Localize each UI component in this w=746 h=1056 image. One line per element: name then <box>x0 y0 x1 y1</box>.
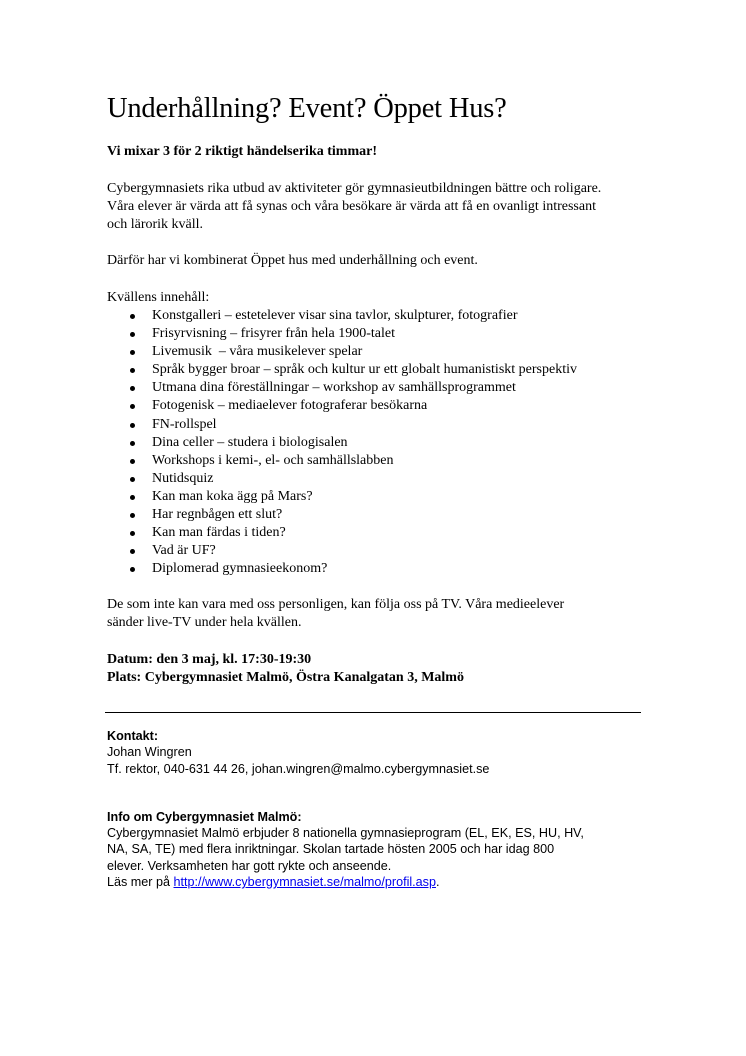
list-item-text: Livemusik – våra musikelever spelar <box>152 344 363 360</box>
event-details <box>107 651 647 687</box>
list-item <box>107 361 647 379</box>
footer <box>107 728 647 890</box>
bullet-icon <box>130 531 135 536</box>
list-item-text: Konstgalleri – estetelever visar sina tavlor, skulpturer, fotografier <box>152 308 518 323</box>
school-info-line: NA, SA, TE) med flera inriktningar. Skolan tartade hösten 2005 och har idag 800 <box>107 842 555 857</box>
contact-details: Tf. rektor, 040-631 44 26, johan.wingren@malmo.cybergymnasiet.se <box>107 761 490 776</box>
list-item-text: Språk bygger broar – språk och kultur ur ett globalt humanistiskt perspektiv <box>152 362 577 378</box>
list-item <box>107 379 647 397</box>
list-item-text: Workshops i kemi-, el- och samhällslabben <box>152 452 394 468</box>
document-body <box>107 92 647 687</box>
bullet-icon <box>130 495 135 500</box>
list-item-text: Frisyrvisning – frisyrer från hela 1900-talet <box>152 326 395 342</box>
read-more-suffix: . <box>435 875 440 890</box>
list-item-text: Nutidsquiz <box>152 470 214 486</box>
list-item-text: Kan man färdas i tiden? <box>152 525 286 541</box>
subtitle: Vi mixar 3 för 2 riktigt händelserika timmar! <box>107 144 377 159</box>
list-item <box>107 343 647 361</box>
bullet-icon <box>130 386 135 391</box>
bullet-icon <box>130 567 135 572</box>
event-place: Plats: Cybergymnasiet Malmö, Östra Kanalgatan 3, Malmö <box>107 670 464 686</box>
list-item-text: Fotogenisk – mediaelever fotograferar besökarna <box>152 398 428 414</box>
read-more-prefix: Läs mer på <box>107 875 174 890</box>
list-item <box>107 542 647 560</box>
list-item-text: Diplomerad gymnasieekonom? <box>152 561 328 577</box>
bullet-icon <box>130 477 135 482</box>
list-item <box>107 397 647 415</box>
evening-content-label: Kvällens innehåll: <box>107 290 210 305</box>
list-item <box>107 325 647 343</box>
bullet-icon <box>130 332 135 337</box>
intro-paragraph <box>107 180 647 234</box>
list-item <box>107 307 647 325</box>
event-date: Datum: den 3 maj, kl. 17:30-19:30 <box>107 652 312 668</box>
footer-divider <box>105 712 641 713</box>
list-item <box>107 452 647 470</box>
bullet-icon <box>130 459 135 464</box>
school-info-line: elever. Verksamheten har gott rykte och anseende. <box>107 858 392 873</box>
profile-link[interactable]: http://www.cybergymnasiet.se/malmo/profil.asp <box>173 875 436 890</box>
list-item-text: Kan man koka ägg på Mars? <box>152 488 313 504</box>
list-item <box>107 560 647 578</box>
list-item <box>107 488 647 506</box>
list-item-text: Vad är UF? <box>152 543 216 559</box>
intro-line: och lärorik kväll. <box>107 217 204 232</box>
list-item-text: Har regnbågen ett slut? <box>152 507 283 523</box>
list-item-text: FN-rollspel <box>152 416 217 432</box>
list-item <box>107 434 647 452</box>
bullet-icon <box>130 404 135 409</box>
live-tv-paragraph <box>107 596 647 632</box>
page-title: Underhållning? Event? Öppet Hus? <box>107 93 507 124</box>
bullet-icon <box>130 513 135 518</box>
contact-label: Kontakt: <box>107 729 159 743</box>
combined-paragraph: Därför har vi kombinerat Öppet hus med underhållning och event. <box>107 253 478 268</box>
list-item <box>107 470 647 488</box>
intro-line: Våra elever är värda att få synas och våra besökare är värda att få en ovanligt intressant <box>107 199 596 214</box>
live-tv-line: De som inte kan vara med oss personligen, kan följa oss på TV. Våra medieelever <box>107 597 565 613</box>
read-more-line <box>107 874 647 890</box>
bullet-icon <box>130 441 135 446</box>
bullet-icon <box>130 549 135 554</box>
list-item <box>107 506 647 524</box>
bullet-icon <box>130 314 135 319</box>
intro-line: Cybergymnasiets rika utbud av aktiviteter gör gymnasieutbildningen bättre och roligare. <box>107 181 602 196</box>
contact-name: Johan Wingren <box>107 745 192 760</box>
bullet-icon <box>130 368 135 373</box>
list-item-text: Utmana dina föreställningar – workshop av samhällsprogrammet <box>152 380 516 396</box>
bullet-icon <box>130 423 135 428</box>
school-info-line: Cybergymnasiet Malmö erbjuder 8 nationella gymnasieprogram (EL, EK, ES, HU, HV, <box>107 826 584 841</box>
list-item-text: Dina celler – studera i biologisalen <box>152 434 348 450</box>
live-tv-line: sänder live-TV under hela kvällen. <box>107 615 302 631</box>
contact-block <box>107 728 647 777</box>
school-info-label: Info om Cybergymnasiet Malmö: <box>107 809 302 824</box>
bullet-icon <box>130 350 135 355</box>
school-info-block <box>107 809 647 890</box>
list-item <box>107 416 647 434</box>
list-item <box>107 524 647 542</box>
evening-content-list <box>107 307 647 578</box>
